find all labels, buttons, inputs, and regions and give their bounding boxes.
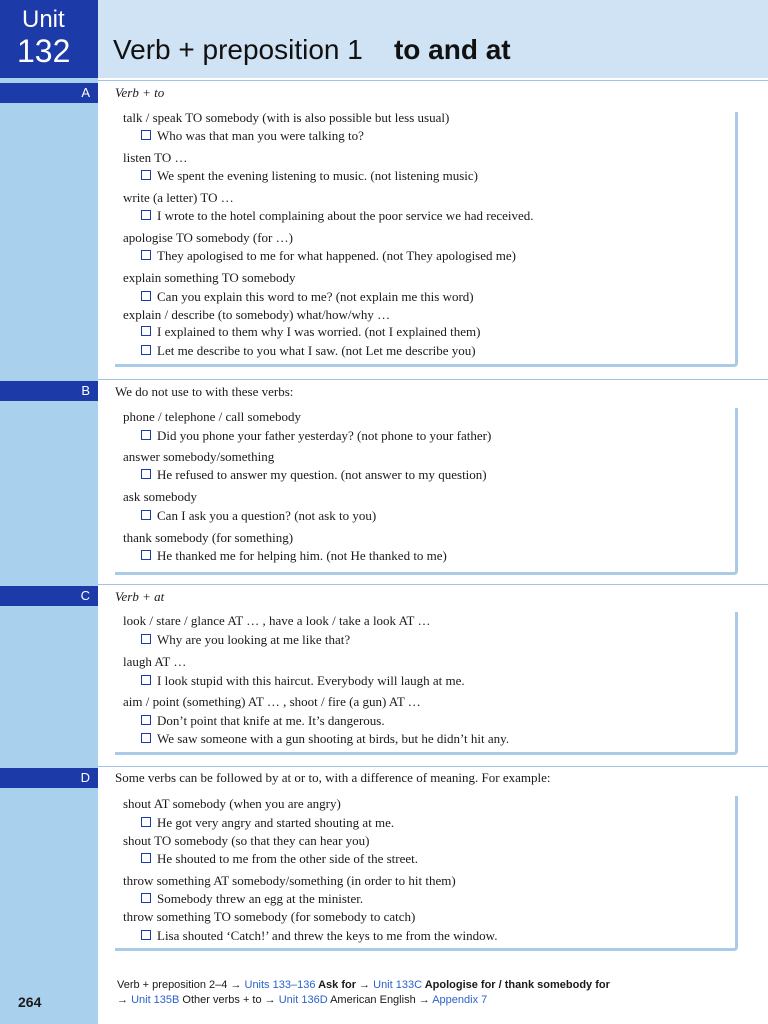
crossref-link[interactable]: Unit 133C (373, 979, 423, 991)
title-main: Verb + preposition 1 (113, 34, 363, 65)
bullet-square-icon (141, 634, 151, 644)
example-sentence (141, 428, 491, 444)
page-number: 264 (18, 994, 42, 1010)
example-sentence (141, 324, 480, 340)
section-label-b: B (0, 381, 98, 401)
example-sentence (141, 548, 447, 564)
bullet-square-icon (141, 930, 151, 940)
line-text: He thanked me for helping him. (not He thanked to me) (157, 548, 447, 563)
section-rule (98, 584, 768, 585)
example-sentence (141, 467, 487, 483)
bullet-square-icon (141, 893, 151, 903)
footer-crossref-line-1 (117, 979, 610, 991)
line-text: look / stare / glance AT … , have a look / take a look AT … (123, 613, 431, 628)
bullet-square-icon (141, 170, 151, 180)
line-text: I explained to them why I was worried. (not I explained them) (157, 324, 481, 339)
line-text: write (a letter) TO … (123, 190, 234, 205)
example-sentence (141, 248, 516, 264)
bullet-square-icon (141, 510, 151, 520)
section-rule (98, 379, 768, 380)
example-sentence (141, 632, 350, 648)
crossref-link[interactable]: Appendix 7 (432, 994, 488, 1006)
section-d-intro: Some verbs can be followed by at or to, with a difference of meaning. For example: (115, 770, 551, 785)
crossref-text: Other verbs + to → (179, 994, 279, 1006)
section-rule (98, 80, 768, 81)
bullet-square-icon (141, 250, 151, 260)
verb-pattern (123, 796, 341, 812)
verb-pattern (123, 307, 390, 323)
verb-pattern (123, 613, 431, 629)
bullet-square-icon (141, 291, 151, 301)
bullet-square-icon (141, 469, 151, 479)
title-sub: to and at (393, 34, 511, 65)
verb-pattern (123, 110, 449, 126)
example-sentence (141, 208, 534, 224)
unit-badge (0, 0, 98, 78)
crossref-link[interactable]: Unit 136D (278, 994, 328, 1006)
crossref-text: Apologise for / thank somebody for (422, 979, 610, 991)
line-text: They apologised to me for what happened. (not They apologised me) (157, 248, 516, 263)
line-text: I look stupid with this haircut. Everybody will laugh at me. (157, 673, 465, 688)
bullet-square-icon (141, 210, 151, 220)
example-sentence (141, 289, 474, 305)
verb-pattern (123, 409, 301, 425)
example-sentence (141, 851, 418, 867)
bullet-square-icon (141, 430, 151, 440)
line-text: Did you phone your father yesterday? (not phone to your father) (157, 428, 492, 443)
line-text: Somebody threw an egg at the minister. (157, 891, 364, 906)
line-text: shout AT somebody (when you are angry) (123, 796, 341, 811)
section-a-intro: Verb + to (115, 85, 165, 100)
example-sentence (141, 815, 394, 831)
bullet-square-icon (141, 733, 151, 743)
page-title (113, 34, 511, 66)
verb-pattern (123, 150, 188, 166)
bullet-square-icon (141, 853, 151, 863)
verb-pattern (123, 489, 197, 505)
line-text: explain / describe (to somebody) what/how/why … (123, 307, 391, 322)
line-text: Don’t point that knife at me. It’s dangerous. (157, 713, 385, 728)
bullet-square-icon (141, 326, 151, 336)
bullet-square-icon (141, 130, 151, 140)
line-text: thank somebody (for something) (123, 530, 294, 545)
example-sentence (141, 731, 509, 747)
line-text: He got very angry and started shouting at me. (157, 815, 395, 830)
line-text: laugh AT … (123, 654, 187, 669)
example-sentence (141, 508, 376, 524)
line-text: We saw someone with a gun shooting at birds, but he didn’t hit any. (157, 731, 510, 746)
section-c-intro: Verb + at (115, 589, 165, 604)
line-text: He shouted to me from the other side of the street. (157, 851, 419, 866)
line-text: We spent the evening listening to music. (not listening music) (157, 168, 479, 183)
example-sentence (141, 343, 476, 359)
example-sentence (141, 128, 364, 144)
line-text: aim / point (something) AT … , shoot / fire (a gun) AT … (123, 694, 421, 709)
verb-pattern (123, 873, 456, 889)
line-text: explain something TO somebody (123, 270, 296, 285)
line-text: Can you explain this word to me? (not explain me this word) (157, 289, 474, 304)
line-text: ask somebody (123, 489, 198, 504)
crossref-text: American English → (327, 994, 433, 1006)
example-sentence (141, 168, 478, 184)
verb-pattern (123, 694, 421, 710)
line-text: Let me describe to you what I saw. (not Let me describe you) (157, 343, 476, 358)
verb-pattern (123, 654, 186, 670)
example-sentence (141, 673, 465, 689)
verb-pattern (123, 230, 293, 246)
unit-number: 132 (17, 33, 71, 69)
crossref-text: → (117, 994, 132, 1006)
example-sentence (141, 713, 385, 729)
crossref-text: Ask for → (315, 979, 374, 991)
bullet-square-icon (141, 715, 151, 725)
crossref-link[interactable]: Units 133–136 (244, 979, 316, 991)
example-sentence (141, 891, 363, 907)
bullet-square-icon (141, 817, 151, 827)
section-label-a: A (0, 83, 98, 103)
verb-pattern (123, 909, 415, 925)
line-text: Who was that man you were talking to? (157, 128, 364, 143)
verb-pattern (123, 270, 295, 286)
line-text: answer somebody/something (123, 449, 275, 464)
section-label-d: D (0, 768, 98, 788)
crossref-text: Verb + preposition 2–4 → (117, 979, 245, 991)
bullet-square-icon (141, 345, 151, 355)
line-text: He refused to answer my question. (not answer to my question) (157, 467, 487, 482)
unit-word: Unit (22, 6, 65, 33)
verb-pattern (123, 530, 293, 546)
crossref-link[interactable]: Unit 135B (131, 994, 180, 1006)
margin-sidebar (0, 0, 98, 1024)
example-sentence (141, 928, 497, 944)
bullet-square-icon (141, 675, 151, 685)
line-text: throw something TO somebody (for somebody to catch) (123, 909, 416, 924)
section-b-intro: We do not use to with these verbs: (115, 384, 294, 399)
line-text: Can I ask you a question? (not ask to you) (157, 508, 377, 523)
line-text: I wrote to the hotel complaining about the poor service we had received. (157, 208, 534, 223)
verb-pattern (123, 833, 369, 849)
line-text: Why are you looking at me like that? (157, 632, 351, 647)
line-text: phone / telephone / call somebody (123, 409, 301, 424)
verb-pattern (123, 449, 274, 465)
line-text: listen TO … (123, 150, 188, 165)
section-label-c: C (0, 586, 98, 606)
line-text: throw something AT somebody/something (in order to hit them) (123, 873, 456, 888)
section-rule (98, 766, 768, 767)
footer-crossref-line-2 (117, 994, 487, 1006)
line-text: Lisa shouted ‘Catch!’ and threw the keys to me from the window. (157, 928, 498, 943)
line-text: apologise TO somebody (for …) (123, 230, 293, 245)
verb-pattern (123, 190, 234, 206)
bullet-square-icon (141, 550, 151, 560)
line-text: talk / speak TO somebody (with is also possible but less usual) (123, 110, 450, 125)
line-text: shout TO somebody (so that they can hear you) (123, 833, 370, 848)
